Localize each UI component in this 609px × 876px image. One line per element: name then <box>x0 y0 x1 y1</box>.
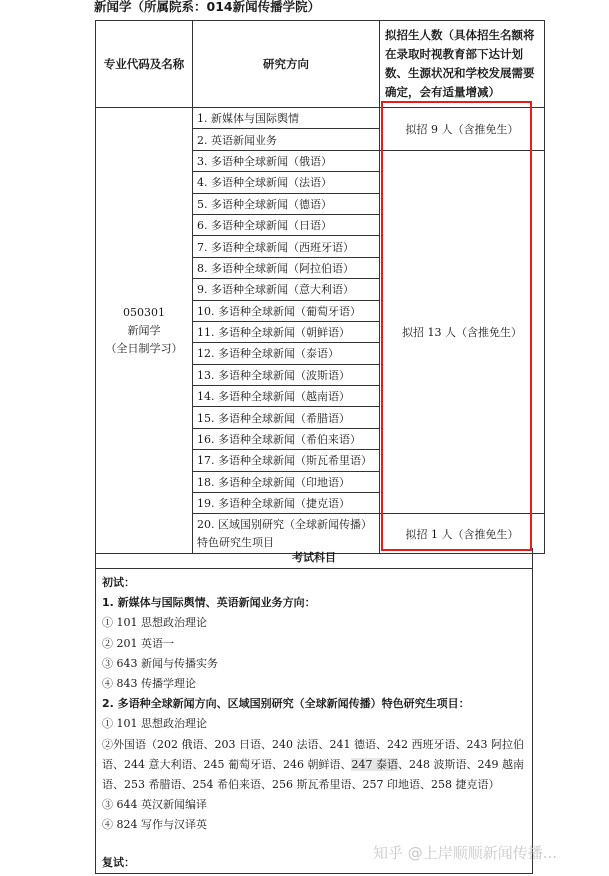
table-row <box>96 108 545 129</box>
direction-cell: 9. 多语种全球新闻（意大利语） <box>193 279 380 300</box>
direction-cell: 4. 多语种全球新闻（法语） <box>193 172 380 193</box>
direction-cell: 6. 多语种全球新闻（日语） <box>193 214 380 235</box>
header-direction: 研究方向 <box>193 21 380 108</box>
direction-cell: 19. 多语种全球新闻（捷克语） <box>193 493 380 514</box>
direction-cell: 8. 多语种全球新闻（阿拉伯语） <box>193 257 380 278</box>
direction-cell: 12. 多语种全球新闻（泰语） <box>193 343 380 364</box>
direction-cell: 11. 多语种全球新闻（朝鲜语） <box>193 321 380 342</box>
direction-cell: 18. 多语种全球新闻（印地语） <box>193 471 380 492</box>
major-cell <box>96 108 193 554</box>
foreign-language-text-a: ②外国语（202 俄语、203 日语、240 法语、241 德语、242 西班牙语、243 阿拉伯语、244 意大利语、245 葡萄牙语、246 朝鲜语、 <box>102 737 524 771</box>
group1-item: ④ 843 传播学理论 <box>102 677 196 691</box>
enrollment-table <box>95 20 545 554</box>
foreign-language-highlight: 247 泰语 <box>351 757 398 771</box>
retest-label: 复试： <box>102 855 135 869</box>
group1-item: ② 201 英语一 <box>102 636 174 650</box>
exam-title: 考试科目 <box>96 548 532 569</box>
table-header-row <box>96 21 545 108</box>
direction-cell: 20. 区域国别研究（全球新闻传播）特色研究生项目 <box>193 514 380 554</box>
direction-cell: 7. 多语种全球新闻（西班牙语） <box>193 236 380 257</box>
direction-cell: 17. 多语种全球新闻（斯瓦希里语） <box>193 450 380 471</box>
major-code: 050301 <box>123 305 165 319</box>
watermark: 知乎 @上岸顺顺新闻传播... <box>373 844 558 862</box>
direction-cell: 10. 多语种全球新闻（葡萄牙语） <box>193 300 380 321</box>
quota-cell-3: 拟招 1 人（含推免生） <box>380 514 545 554</box>
direction-cell: 2. 英语新闻业务 <box>193 129 380 150</box>
quota-cell-1: 拟招 9 人（含推免生） <box>380 108 545 151</box>
direction-cell: 15. 多语种全球新闻（希腊语） <box>193 407 380 428</box>
group2-title: 2. 多语种全球新闻方向、区域国别研究（全球新闻传播）特色研究生项目： <box>102 697 470 711</box>
group2-foreign-language <box>102 735 526 796</box>
direction-cell: 16. 多语种全球新闻（希伯来语） <box>193 428 380 449</box>
group2-item: ④ 824 写作与汉译英 <box>102 818 207 832</box>
page-header: 新闻学（所属院系：014新闻传播学院） <box>94 0 321 14</box>
quota-cell-2: 拟招 13 人（含推免生） <box>380 150 545 514</box>
direction-cell: 14. 多语种全球新闻（越南语） <box>193 386 380 407</box>
exam-section <box>95 548 533 874</box>
group2-item: ③ 644 英汉新闻编译 <box>102 798 207 812</box>
major-mode: （全日制学习） <box>105 341 183 355</box>
major-name: 新闻学 <box>127 323 161 337</box>
group1-title: 1. 新媒体与国际舆情、英语新闻业务方向： <box>102 596 316 610</box>
direction-cell: 5. 多语种全球新闻（德语） <box>193 193 380 214</box>
direction-cell: 1. 新媒体与国际舆情 <box>193 108 380 129</box>
initial-label: 初试： <box>102 576 135 589</box>
group1-item: ① 101 思想政治理论 <box>102 616 207 630</box>
group1-item: ③ 643 新闻与传播实务 <box>102 656 218 670</box>
group2-item: ① 101 思想政治理论 <box>102 717 207 731</box>
header-quota: 拟招生人数（具体招生名额将在录取时视教育部下达计划数、生源状况和学校发展需要确定，会有适量增减） <box>380 21 545 108</box>
exam-body <box>96 569 532 873</box>
direction-cell: 3. 多语种全球新闻（俄语） <box>193 150 380 171</box>
header-major: 专业代码及名称 <box>96 21 193 108</box>
foreign-language-text-b: 、248 波斯语、249 越南语、253 希腊语、254 希伯来语、256 斯瓦希里语、257 印地语、258 捷克语） <box>102 757 524 792</box>
direction-cell: 13. 多语种全球新闻（波斯语） <box>193 364 380 385</box>
